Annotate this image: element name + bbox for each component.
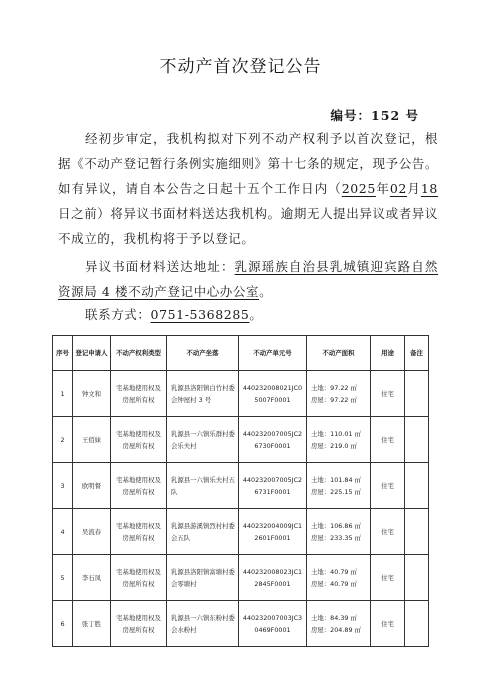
cell-serial: 1: [53, 371, 73, 417]
cell-right-type: 宅基地使用权及房屋所有权: [111, 417, 167, 463]
cell-right-type: 宅基地使用权及房屋所有权: [111, 371, 167, 417]
document-number: 编号：152 号: [330, 108, 419, 123]
table-row: [53, 417, 429, 463]
header-location: 不动产坐落: [167, 336, 239, 371]
cell-remark: [405, 371, 429, 417]
cell-location: 乳源县一六镇乐夫村五队: [167, 463, 239, 509]
table-header-row: [53, 336, 429, 371]
cell-serial: 3: [53, 463, 73, 509]
address-label: 异议书面材料送达地址：: [85, 259, 235, 274]
cell-serial: 5: [53, 555, 73, 601]
land-area: 土地：97.22 ㎡: [311, 383, 357, 392]
cell-location: 乳源县洛阳镇白竹村委会钟屋村 3 号: [167, 371, 239, 417]
cell-location: 乳源县一六镇东粉村委会水粉村: [167, 601, 239, 647]
address-end: 。: [259, 284, 273, 299]
cell-remark: [405, 509, 429, 555]
cell-location: 乳源县洛阳镇富塘村委会零塘村: [167, 555, 239, 601]
deadline-month-suffix: 月: [406, 181, 421, 196]
cell-right-type: 宅基地使用权及房屋所有权: [111, 555, 167, 601]
deadline-year-suffix: 年: [375, 181, 390, 196]
table-row: [53, 463, 429, 509]
table-row: [53, 601, 429, 647]
house-area: 房屋：233.35 ㎡: [311, 533, 361, 542]
paragraph-closing: 日之前）将异议书面材料送达我机构。逾期无人提出异议或者异议不成立的，我机构将于予以登记。: [58, 206, 438, 246]
cell-applicant: 王佰妹: [73, 417, 111, 463]
header-applicant: 登记申请人: [73, 336, 111, 371]
header-right-type: 不动产权利类型: [111, 336, 167, 371]
deadline-day: 18: [420, 181, 438, 196]
deadline-year: 2025: [341, 181, 376, 196]
header-unit-number: 不动产单元号: [239, 336, 307, 371]
contact-label: 联系方式：: [85, 307, 151, 322]
cell-applicant: 吴流春: [73, 509, 111, 555]
address-paragraph: [58, 254, 438, 304]
house-area: 房屋：219.0 ㎡: [311, 441, 357, 450]
header-serial: 序号: [53, 336, 73, 371]
land-area: 土地：40.79 ㎡: [311, 567, 357, 576]
contact-phone: 0751-5368285: [150, 307, 250, 322]
house-area: 房屋：40.79 ㎡: [311, 579, 357, 588]
cell-applicant: 张丁胜: [73, 601, 111, 647]
cell-unit-number: 440232008023JC12845F0001: [239, 555, 307, 601]
deadline-month: 02: [389, 181, 407, 196]
cell-applicant: 李石凤: [73, 555, 111, 601]
cell-right-type: 宅基地使用权及房屋所有权: [111, 601, 167, 647]
cell-remark: [405, 463, 429, 509]
registration-table: [52, 335, 429, 647]
cell-remark: [405, 417, 429, 463]
land-area: 土地：106.86 ㎡: [311, 521, 361, 530]
land-area: 土地：84.39 ㎡: [311, 613, 357, 622]
header-use: 用途: [371, 336, 405, 371]
cell-area: [307, 463, 371, 509]
cell-right-type: 宅基地使用权及房屋所有权: [111, 463, 167, 509]
cell-applicant: 欧明督: [73, 463, 111, 509]
table-row: [53, 555, 429, 601]
announcement-paragraph: [58, 126, 438, 251]
cell-location: 乳源县一六镇乐群村委会乐夫村: [167, 417, 239, 463]
cell-serial: 4: [53, 509, 73, 555]
land-area: 土地：110.01 ㎡: [311, 429, 361, 438]
header-area: 不动产面积: [307, 336, 371, 371]
cell-applicant: 钟文和: [73, 371, 111, 417]
cell-remark: [405, 601, 429, 647]
cell-unit-number: 440232007003JC30469F0001: [239, 601, 307, 647]
cell-remark: [405, 555, 429, 601]
contact-paragraph: [58, 302, 438, 327]
cell-area: [307, 509, 371, 555]
cell-area: [307, 371, 371, 417]
cell-area: [307, 601, 371, 647]
cell-area: [307, 555, 371, 601]
contact-end: 。: [249, 307, 263, 322]
table-row: [53, 371, 429, 417]
cell-use: 住宅: [371, 417, 405, 463]
cell-unit-number: 440232007005JC26730F0001: [239, 417, 307, 463]
cell-area: [307, 417, 371, 463]
cell-use: 住宅: [371, 601, 405, 647]
cell-location: 乳源县游溪镇烈村村委会五队: [167, 509, 239, 555]
house-area: 房屋：97.22 ㎡: [311, 395, 357, 404]
cell-use: 住宅: [371, 371, 405, 417]
cell-unit-number: 440232008021JC05007F0001: [239, 371, 307, 417]
cell-use: 住宅: [371, 555, 405, 601]
house-area: 房屋：225.15 ㎡: [311, 487, 361, 496]
cell-unit-number: 440232007005JC26731F0001: [239, 463, 307, 509]
header-remark: 备注: [405, 336, 429, 371]
cell-right-type: 宅基地使用权及房屋所有权: [111, 509, 167, 555]
cell-serial: 6: [53, 601, 73, 647]
page-title: 不动产首次登记公告: [159, 57, 322, 77]
land-area: 土地：101.84 ㎡: [311, 475, 361, 484]
cell-use: 住宅: [371, 509, 405, 555]
house-area: 房屋：204.89 ㎡: [311, 625, 361, 634]
objection-address: 乳源瑶族自治县乳城镇迎宾路自然资源局 4 楼不动产登记中心办公室: [58, 259, 438, 299]
cell-use: 住宅: [371, 463, 405, 509]
cell-serial: 2: [53, 417, 73, 463]
table-row: [53, 509, 429, 555]
paragraph-intro: 经初步审定，我机构拟对下列不动产权利予以首次登记，根据《不动产登记暂行条例实施细则》第十七条的规定，现予公告。如有异议，请自本公告之日起十五个工作日内（: [58, 131, 438, 196]
cell-unit-number: 440232004009JC12601F0001: [239, 509, 307, 555]
